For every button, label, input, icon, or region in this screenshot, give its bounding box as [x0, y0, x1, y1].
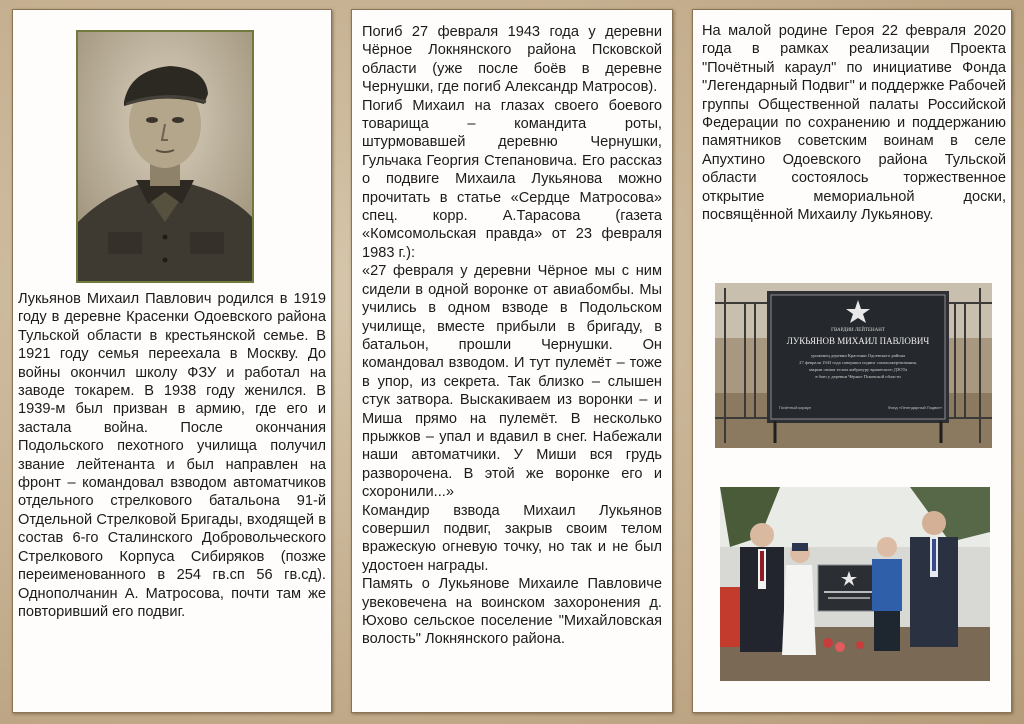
- witness-quote: «27 февраля у деревни Чёрное мы с ним сидели в одной воронке от авиабомбы. Мы учились в одном взводе в Подольском училище, вместе прибыли в бригаду, в батальон, прошли Чернушки. Он командовал взводом. И тут пулемёт – тоже в упор, из секрета. Так близко – слышен стук затвора. Выскакиваем из воронки – и Миша прямо на пулемёт. В несколько прыжков – упал и вдавил в снег. Набежали наши автоматчики. У Миши вся грудь разворочена. В этой же воронке его и схоронили...»: [362, 263, 662, 501]
- death-paragraph: Погиб 27 февраля 1943 года у деревни Чёрное Локнянского района Псковской области (уже после боёв в деревне Чернушки, где погиб Александр Матросов).: [362, 24, 662, 96]
- ceremony-text: [702, 22, 1006, 224]
- ceremony-paragraph: На малой родине Героя 22 февраля 2020 года в рамках реализации Проекта "Почётный караул" по инициативе Фонда "Легендарный Подвиг" и поддержке Рабочей группы Общественной палаты Российской Федерации по сохранению и поддержанию памятников советским воинам в селе Апухтино Одоевского района Тульской области состоялось торжественное открытие мемориальной доски, посвящённой Михаилу Лукьянову.: [702, 23, 1006, 224]
- memory-paragraph: Память о Лукьянове Михаиле Павловиче увековечена на воинском захоронения д. Юхово сельское поселение "Михайловская волость" Локнянского района.: [362, 576, 662, 648]
- plaque-rank: ГВАРДИИ ЛЕЙТЕНАНТ: [831, 328, 885, 333]
- plaque-footer-right: Фонд «Легендарный Подвиг»: [887, 405, 943, 410]
- memorial-plaque-photo: [715, 283, 992, 448]
- left-panel: [12, 9, 332, 713]
- middle-panel: [351, 9, 673, 713]
- plaque-line-2: 27 февраля 1943 года совершил подвиг самопожертвования,: [799, 360, 917, 365]
- plaque-line-1: уроженец деревни Красенки Одоевского района: [810, 353, 906, 358]
- plaque-name: ЛУКЬЯНОВ МИХАИЛ ПАВЛОВИЧ: [786, 336, 930, 346]
- group-image: [720, 487, 990, 681]
- portrait-image: [78, 32, 252, 281]
- plaque-image: [715, 283, 992, 448]
- ceremony-group-photo: [720, 487, 990, 681]
- plaque-line-3: закрыв своим телом амбразуру вражеского ДЗОТа: [808, 367, 908, 372]
- biography-paragraph: Лукьянов Михаил Павлович родился в 1919 году в деревне Красенки Одоевского района Тульской области в крестьянской семье. В 1921 году семья переехала в Москву. До войны окончил школу ФЗУ и работал на заводе токарем. В 1938 году женился. В 1939-м был призван в армию, где его и застала война. После окончания Подольского пехотного училища получил звание лейтенанта и был направлен на фронт – командовал взводом автоматчиков отдельного стрелкового батальона 91-й Отдельной Стрелковой Бригады, входящей в состав 6-го Сталинского Добровольческого Стрелкового Корпуса Сибиряков (позже переименованного в 254 гв.сп 56 гв.сд). Однополчанин А. Матросова, почти там же повторивший его подвиг.: [18, 291, 326, 620]
- biography-text: [18, 290, 326, 621]
- witness-paragraph: Погиб Михаил на глазах своего боевого товарища – командита роты, штурмовавшей деревню Чернушки, Гульчака Георгия Степановича. Его рассказ о подвиге Михаила Лукьянова можно прочитать в статье «Сердце Матросова» спец. корр. А.Тарасова (газета «Комсомольская правда» от 23 февраля 1983 г.):: [362, 97, 662, 261]
- middle-text: [362, 23, 662, 649]
- feat-paragraph: Командир взвода Михаил Лукьянов совершил подвиг, закрыв своим телом вражескую огневую точку, но так и не был удостоен награды.: [362, 502, 662, 574]
- plaque-footer-left: Почётный караул: [778, 405, 812, 410]
- plaque-line-4: в бою у деревни Чёрное Псковской области: [815, 374, 901, 379]
- right-panel: [692, 9, 1012, 713]
- soldier-portrait: [76, 30, 254, 283]
